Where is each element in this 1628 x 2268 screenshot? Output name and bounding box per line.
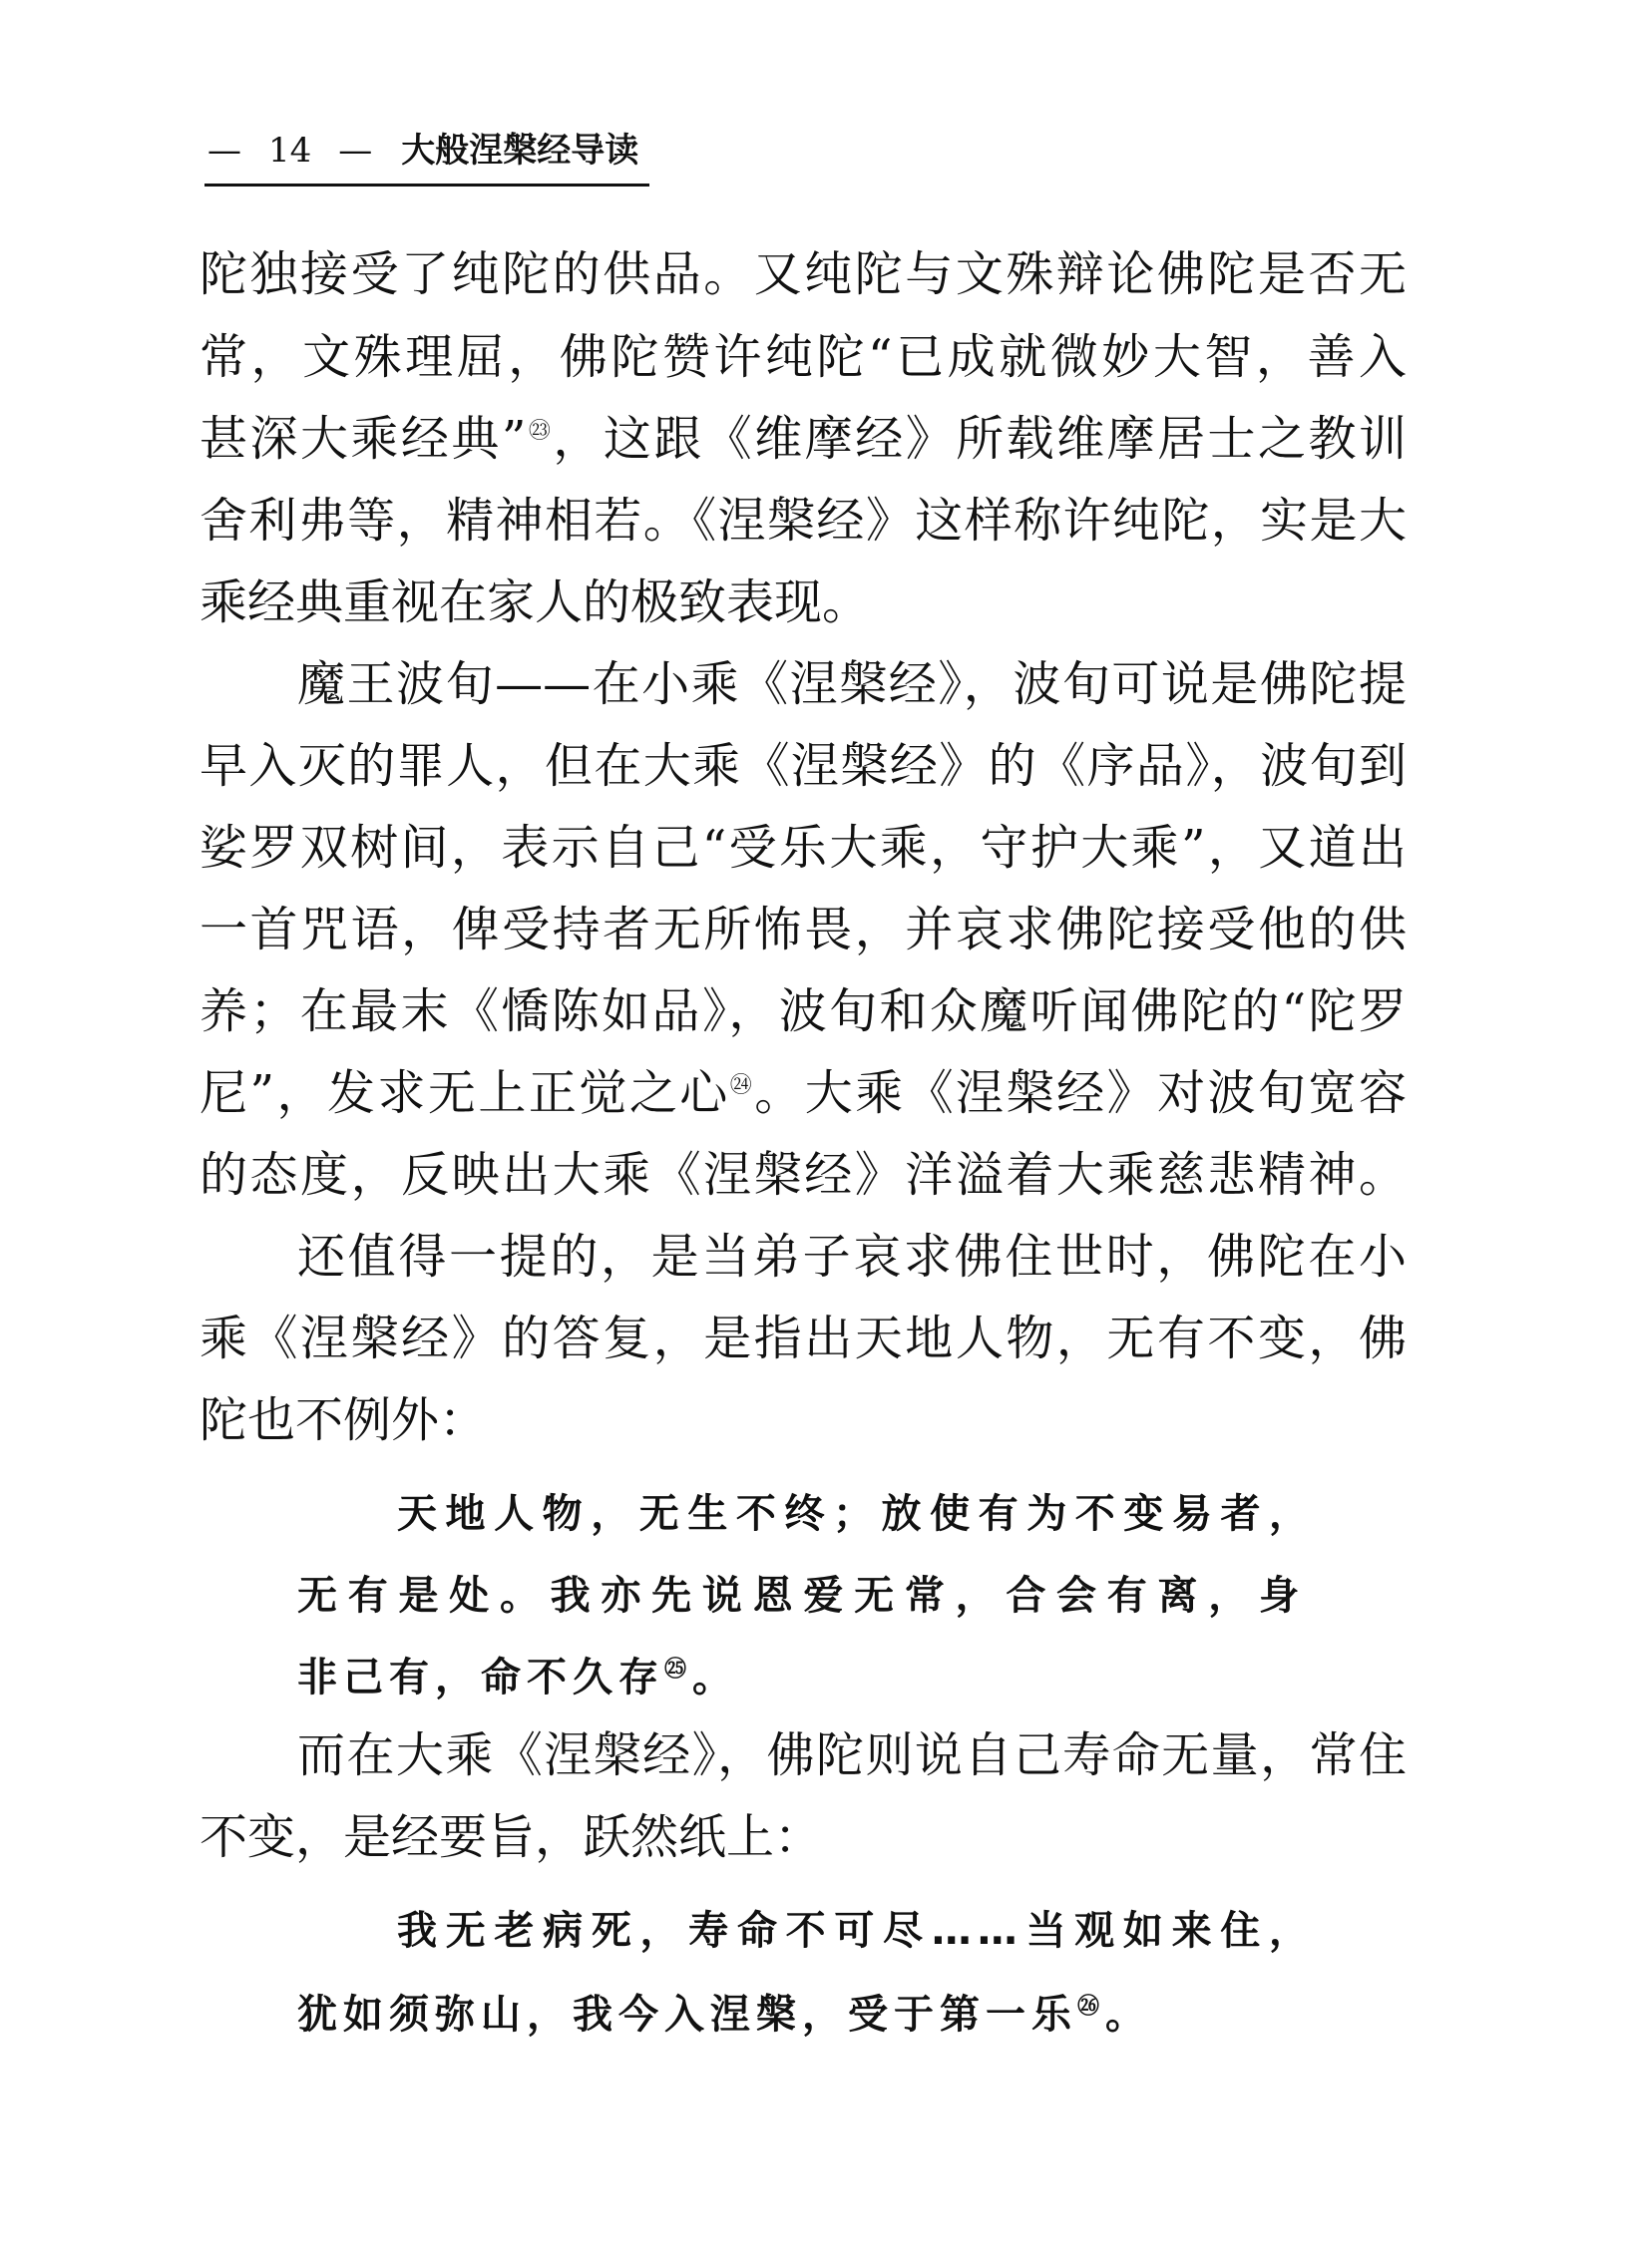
text-segment: ，这跟《维摩经》所载维摩居士之教训 — [553, 411, 1407, 467]
block-quote-line: 我无老病死，寿命不可尽……当观如来住， — [397, 1908, 1315, 1954]
footnote-marker: ㉓ — [526, 419, 554, 444]
text-line: 早入灭的罪人，但在大乘《涅槃经》的《序品》，波旬到 — [200, 738, 1407, 794]
text-segment: 。 — [692, 1655, 739, 1701]
paragraph-first-line: 魔王波旬——在小乘《涅槃经》，波旬可说是佛陀提 — [297, 656, 1407, 712]
text-line: 娑罗双树间，表示自己“受乐大乘，守护大乘”，又道出 — [200, 820, 1407, 876]
book-title: 大般涅槃经导读 — [401, 131, 639, 171]
header-dash-left: — — [207, 131, 241, 171]
text-segment: 。大乘《涅槃经》对波旬宽容 — [754, 1065, 1407, 1121]
text-line: 的态度，反映出大乘《涅槃经》洋溢着大乘慈悲精神。 — [200, 1147, 1407, 1203]
text-segment: 非己有，命不久存 — [297, 1655, 664, 1701]
text-segment: 犹如须弥山，我今入涅槃，受于第一乐 — [297, 1992, 1077, 2038]
block-quote-line — [297, 1985, 1305, 2045]
block-quote-line: 天地人物，无生不终；放使有为不变易者， — [397, 1491, 1315, 1537]
text-line — [200, 409, 1407, 469]
running-header — [204, 128, 649, 187]
text-line: 陀独接受了纯陀的供品。又纯陀与文殊辩论佛陀是否无 — [200, 246, 1407, 302]
footnote-marker: ㉖ — [1077, 1994, 1106, 2020]
paragraph-first-line: 而在大乘《涅槃经》，佛陀则说自己寿命无量，常住 — [297, 1727, 1407, 1783]
page-number: 14 — [268, 131, 312, 171]
text-line: 养；在最末《憍陈如品》，波旬和众魔听闻佛陀的“陀罗 — [200, 983, 1407, 1039]
footnote-marker: ㉔ — [729, 1073, 755, 1098]
text-line: 常，文殊理屈，佛陀赞许纯陀“已成就微妙大智，善入 — [200, 329, 1407, 385]
header-dash-right: — — [338, 131, 373, 171]
text-line: 陀也不例外： — [200, 1392, 488, 1448]
text-segment: 甚深大乘经典” — [200, 411, 527, 467]
block-quote-line: 无有是处。我亦先说恩爱无常，合会有离，身 — [297, 1573, 1305, 1619]
paragraph-first-line: 还值得一提的，是当弟子哀求佛住世时，佛陀在小 — [297, 1229, 1407, 1285]
text-line — [200, 1063, 1407, 1123]
text-line: 舍利弗等，精神相若。《涅槃经》这样称许纯陀，实是大 — [200, 493, 1407, 549]
footnote-marker: ㉕ — [664, 1657, 693, 1683]
text-segment: 尼”，发求无上正觉之心 — [200, 1065, 730, 1121]
text-line: 一首咒语，俾受持者无所怖畏，并哀求佛陀接受他的供 — [200, 902, 1407, 957]
block-quote-line — [297, 1648, 1305, 1707]
text-line: 乘经典重视在家人的极致表现。 — [200, 574, 871, 630]
text-line: 乘《涅槃经》的答复，是指出天地人物，无有不变，佛 — [200, 1311, 1407, 1366]
text-line: 不变，是经要旨，跃然纸上： — [200, 1809, 823, 1865]
text-segment: 。 — [1105, 1992, 1152, 2038]
